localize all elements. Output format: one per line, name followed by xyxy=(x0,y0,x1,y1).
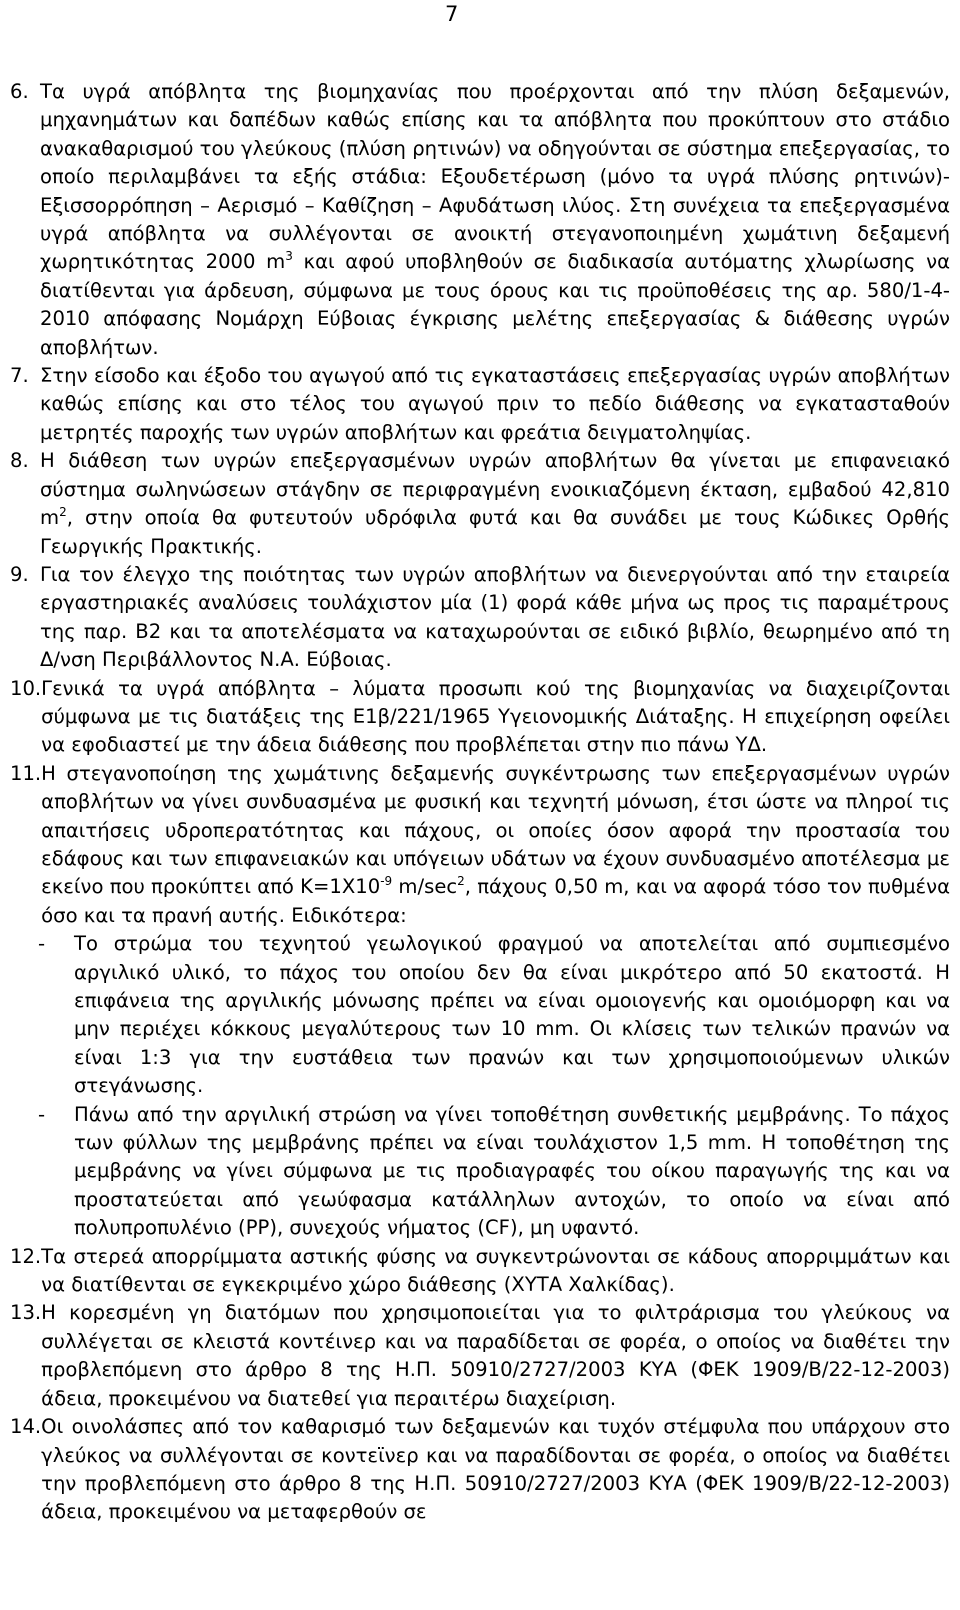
dash-bullet: - xyxy=(38,1102,46,1126)
list-item xyxy=(10,447,950,561)
item-text: Στην είσοδο και έξοδο του αγωγού από τις εγκαταστάσεις επεξεργασίας υγρών αποβλήτων καθώς επίσης και στο τέλος του αγωγού πριν το πεδίο διάθεσης να εγκατασταθούν μετρητές παροχής των υγρών αποβλήτων και φρεάτια δειγματοληψίας. xyxy=(40,364,950,444)
list-item xyxy=(10,362,950,447)
document-body xyxy=(10,78,950,1527)
item-number: 10. xyxy=(10,676,42,700)
list-item xyxy=(10,78,950,362)
item-text: Οι οινολάσπες από τον καθαρισμό των δεξαμενών και τυχόν στέμφυλα που υπάρχουν στο γλεύκος να συλλέγονται σε κοντεϊνερ και να παραδίδονται σε φορέα, ο οποίος να διαθέτει την προβλεπόμενη στο άρθρο 8 της Η.Π. 50910/2727/2003 ΚΥΑ (ΦΕΚ 1909/Β/22-12-2003) άδεια, προκειμένου να μεταφερθούν σε xyxy=(41,1415,950,1524)
dash-bullet: - xyxy=(38,932,46,956)
item-text: Τα υγρά απόβλητα της βιομηχανίας που προέρχονται από την πλύση δεξαμενών, μηχανημάτων και δαπέδων καθώς επίσης και τα απόβλητα που προκύπτουν στο στάδιο ανακαθαρισμού του γλεύκους (πλύση ρητινών) να οδηγούνται σε σύστημα επεξεργασίας, το οποίο περιλαμβάνει τα εξής στάδια: Εξουδετέρωση (μόνο τα υγρά πλύσης ρητινών)-Εξισσορρόπηση – Αερισμό – Καθίζηση – Αφυδάτωση ιλύος. Στη συνέχεια τα επεξεργασμένα υγρά απόβλητα να συλλέγονται σε ανοικτή στεγανοποιημένη χωμάτινη δεξαμενή χωρητικότητας 2000 $m^3$ και αφού υποβληθούν σε διαδικασία αυτόματης χλωρίωσης να διατίθενται για άρδευση, σύμφωνα με τους όρους και τις προϋποθέσεις της αρ. 580/1-4-2010 απόφασης Νομάρχη Εύβοιας έγκρισης μελέτης επεξεργασίας & διάθεσης υγρών αποβλήτων. xyxy=(40,80,950,359)
item-number: 13. xyxy=(10,1301,42,1325)
item-number: 8. xyxy=(10,449,29,473)
item-text: Η στεγανοποίηση της χωμάτινης δεξαμενής συγκέντρωσης των επεξεργασμένων υγρών αποβλήτων να γίνει συνδυασμένα με φυσική και τεχνητή μόνωση, έτσι ώστε να πληροί τις απαιτήσεις υδροπερατότητας και πάχους, οι οποίες όσον αφορά την προστασία του εδάφους και των επιφανειακών και υπόγειων υδάτων να έχουν συνδυασμένο αποτέλεσμα με εκείνο που προκύπτει από $K=1X10^{-9}$ $m/\sec^2$, πάχους 0,50 m, και να αφορά τόσο τον πυθμένα όσο και τα πρανή αυτής. Ειδικότερα: xyxy=(41,761,950,927)
item-number: 6. xyxy=(10,80,29,103)
item-text: Τα στερεά απορρίμματα αστικής φύσης να συγκεντρώνονται σε κάδους απορριμμάτων και να διατίθενται σε εγκεκριμένο χώρο διάθεσης (ΧΥΤΑ Χαλκίδας). xyxy=(41,1244,950,1297)
page-number: 7 xyxy=(445,2,459,26)
item-text: Για τον έλεγχο της ποιότητας των υγρών αποβλήτων να διενεργούνται από την εταιρεία εργαστηριακές αναλύσεις τουλάχιστον μία (1) φορά κάθε μήνα ως προς τις παραμέτρους της παρ. Β2 και τα αποτελέσματα να καταχωρούνται σε ειδικό βιβλίο, θεωρημένο από τη Δ/νση Περιβάλλοντος Ν.Α. Εύβοιας. xyxy=(40,562,950,672)
list-item xyxy=(10,1299,950,1413)
sub-item-text: Πάνω από την αργιλική στρώση να γίνει τοποθέτηση συνθετικής μεμβράνης. Το πάχος των φύλλων της μεμβράνης πρέπει να είναι τουλάχιστον 1,5 mm. Η τοποθέτηση της μεμβράνης να γίνει σύμφωνα με τις προδιαγραφές του οίκου παραγωγής της και να προστατεύεται από γεωύφασμα κατάλληλων αντοχών, το οποίο να είναι από πολυπροπυλένιο (PP), συνεχούς νήματος (CF), μη υφαντό. xyxy=(74,1102,950,1240)
list-item xyxy=(10,561,950,675)
list-item xyxy=(10,760,950,930)
sub-item-text: Το στρώμα του τεχνητού γεωλογικού φραγμού να αποτελείται από συμπιεσμένο αργιλικό υλικό, το πάχος του οποίου δεν θα είναι μικρότερο από 50 εκατοστά. Η επιφάνεια της αργιλικής μόνωσης πρέπει να είναι ομοιογενής και ομοιόμορφη και να μην περιέχει κόκκους μεγαλύτερους των 10 mm. Οι κλίσεις των τελικών πρανών να είναι 1:3 για την ευστάθεια των πρανών και των χρησιμοποιούμενων υλικών στεγάνωσης. xyxy=(74,932,950,1098)
item-number: 11. xyxy=(10,761,42,785)
list-item xyxy=(10,1413,950,1527)
item-number: 7. xyxy=(10,364,29,388)
list-item xyxy=(10,675,950,760)
item-number: 14. xyxy=(10,1415,42,1439)
item-number: 9. xyxy=(10,562,29,586)
sub-list-item xyxy=(38,930,950,1100)
item-text: Γενικά τα υγρά απόβλητα – λύματα προσωπι κού της βιομηχανίας να διαχειρίζονται σύμφωνα με τις διατάξεις της Ε1β/221/1965 Υγειονομικής Διάταξης. Η επιχείρηση οφείλει να εφοδιαστεί με την άδεια διάθεσης που προβλέπεται στην πιο πάνω ΥΔ. xyxy=(41,676,950,757)
list-item xyxy=(10,1243,950,1300)
sub-list-item xyxy=(38,1101,950,1243)
item-text: Η διάθεση των υγρών επεξεργασμένων υγρών αποβλήτων θα γίνεται με επιφανειακό σύστημα σωληνώσεων στάγδην σε περιφραγμένη ενοικιαζόμενη έκταση, εμβαδού 42,810 $m^2$, στην οποία θα φυτευτούν υδρόφιλα φυτά και θα συνάδει με τους Κώδικες Ορθής Γεωργικής Πρακτικής. xyxy=(40,449,950,558)
item-text: Η κορεσμένη γη διατόμων που χρησιμοποιείται για το φιλτράρισμα του γλεύκους να συλλέγεται σε κλειστά κοντέινερ και να παραδίδεται σε φορέα, ο οποίος να διαθέτει την προβλεπόμενη στο άρθρο 8 της Η.Π. 50910/2727/2003 ΚΥΑ (ΦΕΚ 1909/Β/22-12-2003) άδεια, προκειμένου να διατεθεί για περαιτέρω διαχείριση. xyxy=(41,1301,950,1410)
item-number: 12. xyxy=(10,1244,42,1268)
